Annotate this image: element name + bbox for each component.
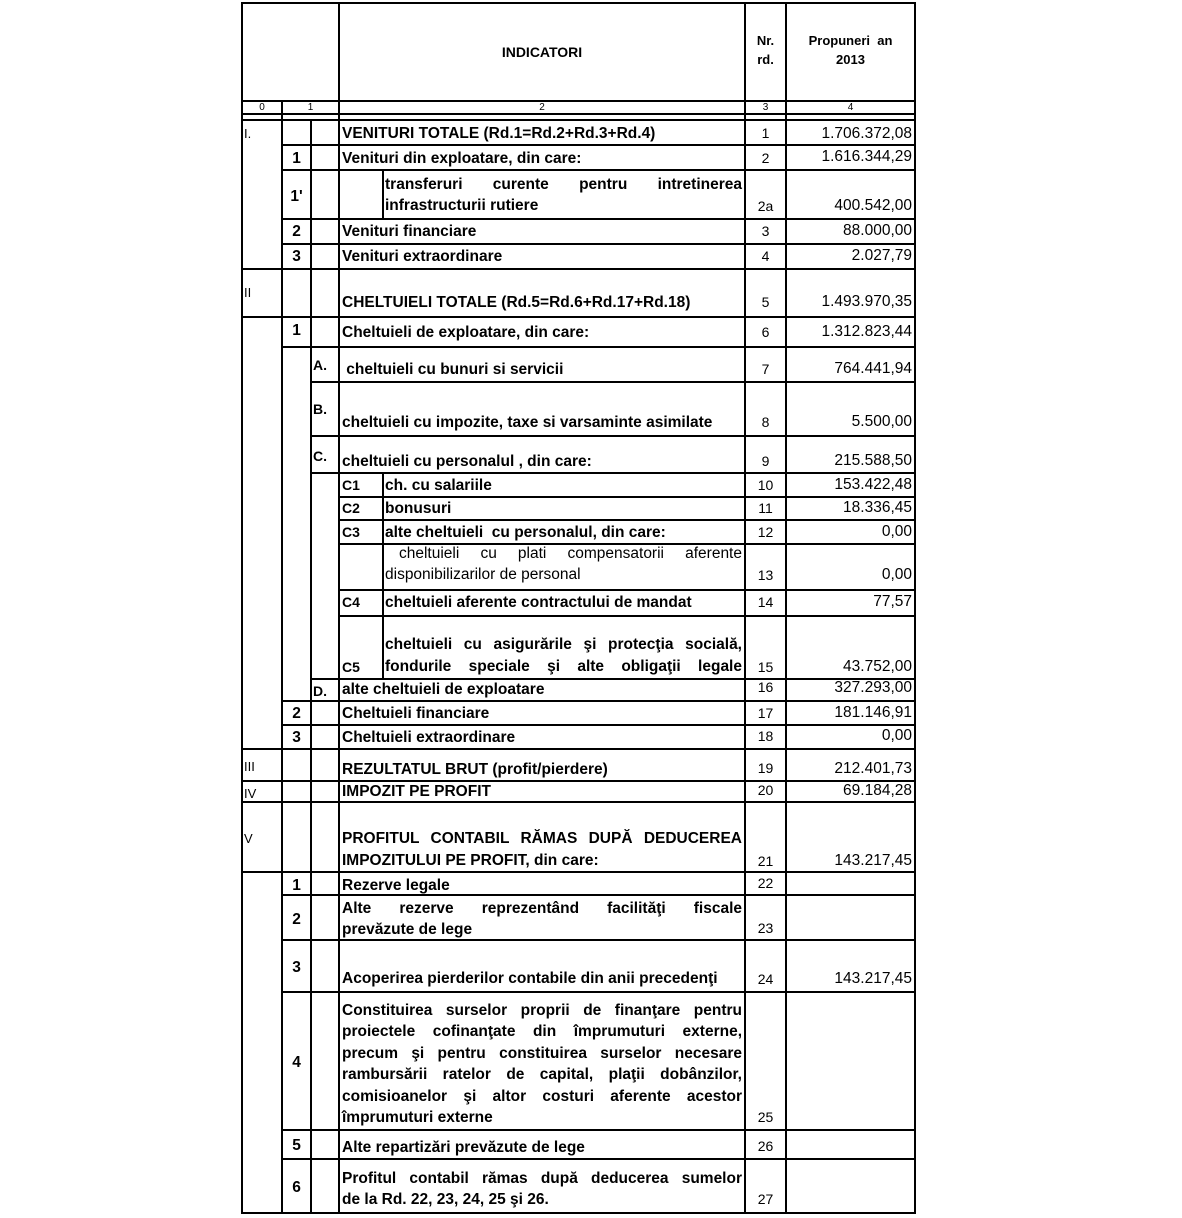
row-line: [281, 991, 916, 993]
indicator-text: cheltuieli cu personalul , din care:: [342, 453, 592, 470]
indicator-text: VENITURI TOTALE (Rd.1=Rd.2+Rd.3+Rd.4): [342, 125, 656, 142]
indicator-text: alte cheltuieli cu personalul, din care:: [385, 524, 666, 541]
colnum-2: 2: [539, 102, 545, 113]
row-number: 23: [757, 920, 774, 936]
col-divider-indicator: [338, 2, 340, 1214]
row-value: 215.588,50: [834, 452, 912, 469]
row-value: 181.146,91: [834, 704, 912, 721]
indicator-text: IMPOZIT PE PROFIT: [342, 783, 491, 800]
section-label: II: [244, 285, 252, 300]
row-number: 20: [757, 782, 774, 798]
item-label: 3: [292, 248, 301, 265]
indicator-text: disponibilizarilor de personal: [385, 566, 581, 583]
indicator-text: Venituri financiare: [342, 223, 477, 240]
row-number: 6: [761, 324, 770, 340]
item-label: 1: [292, 150, 301, 167]
row-line: [338, 615, 916, 617]
indicator-text: cheltuieli aferente contractului de mandat: [385, 594, 692, 611]
table-border-bottom: [241, 1212, 916, 1214]
row-number: 11: [758, 500, 773, 516]
indicator-text: Alte repartizări prevăzute de lege: [342, 1139, 585, 1156]
row-number: 27: [757, 1191, 774, 1207]
indicator-text: prevăzute de lege: [342, 921, 473, 938]
table-border-left: [241, 2, 243, 1214]
row-line: [310, 435, 916, 437]
item-label: 2: [292, 911, 301, 928]
indicator-text: CHELTUIELI TOTALE (Rd.5=Rd.6+Rd.17+Rd.18): [342, 294, 691, 311]
row-number: 1: [761, 125, 770, 141]
indicator-text: Cheltuieli financiare: [342, 705, 490, 722]
indicator-text: transferuri curente pentru intretinerea: [385, 176, 742, 193]
item-code: C5: [342, 659, 360, 675]
row-number: 5: [761, 294, 770, 310]
indicator-text: de la Rd. 22, 23, 24, 25 şi 26.: [342, 1191, 549, 1208]
row-line: [241, 268, 916, 270]
row-line: [281, 1158, 916, 1160]
item-label: 3: [292, 729, 301, 746]
row-number: 26: [757, 1138, 774, 1154]
row-value: 88.000,00: [843, 222, 912, 239]
colnum-3: 3: [762, 102, 769, 113]
budget-table: [241, 2, 916, 1214]
item-label: 1: [292, 322, 301, 339]
row-number: 8: [761, 414, 770, 430]
row-number: 18: [757, 728, 774, 744]
row-number: 19: [757, 760, 774, 776]
row-line: [241, 871, 916, 873]
row-value: 2.027,79: [851, 247, 912, 264]
row-number: 9: [761, 453, 770, 469]
row-number: 7: [761, 361, 770, 377]
header-nr: Nr.: [756, 33, 775, 48]
row-value: 0,00: [881, 523, 912, 540]
header-propuneri: Propuneri an: [808, 33, 893, 48]
row-value: 77,57: [873, 593, 912, 610]
item-label: 2: [292, 223, 301, 240]
row-value: 1.493.970,35: [821, 293, 912, 310]
row-value: 327.293,00: [834, 679, 912, 696]
indicator-text: precum şi pentru constituirea surselor necesare: [342, 1045, 742, 1062]
indicator-text: împrumuturi externe: [342, 1109, 493, 1126]
item-label: 6: [292, 1179, 301, 1196]
row-number: 14: [757, 594, 774, 610]
row-number: 4: [761, 248, 770, 264]
colnum-4: 4: [847, 102, 854, 113]
indicator-text: cheltuieli cu plati compensatorii aferente: [399, 545, 742, 562]
indicator-text: proiectele cofinanţate din împrumuturi externe,: [342, 1023, 742, 1040]
row-number: 16: [757, 679, 774, 695]
item-label: C.: [313, 448, 327, 464]
section-label: IV: [244, 786, 257, 801]
table-border-right: [914, 2, 916, 1214]
indicator-text: PROFITUL CONTABIL RĂMAS DUPĂ DEDUCEREA: [342, 830, 742, 847]
row-line: [310, 381, 916, 383]
item-label: 5: [292, 1137, 301, 1154]
row-number: 12: [757, 524, 774, 540]
item-label: A.: [313, 357, 327, 373]
item-label: 1': [290, 188, 303, 205]
indicator-text: Cheltuieli de exploatare, din care:: [342, 324, 590, 341]
col-divider-code-a: [382, 170, 384, 219]
header-year: 2013: [836, 52, 865, 67]
row-value: 0,00: [881, 566, 912, 583]
row-value: 153.422,48: [834, 476, 912, 493]
indicator-text: Venituri extraordinare: [342, 248, 503, 265]
item-code: C1: [342, 477, 360, 493]
header-indicatori: INDICATORI: [501, 44, 583, 60]
row-value: 143.217,45: [834, 852, 912, 869]
row-number: 10: [757, 477, 774, 493]
item-label: B.: [313, 401, 327, 417]
row-number: 21: [757, 853, 774, 869]
indicator-text: cheltuieli cu bunuri si servicii: [342, 361, 564, 378]
table-border-top: [241, 2, 916, 4]
row-line: [281, 346, 916, 348]
item-label: 4: [292, 1054, 301, 1071]
section-label: I.: [244, 126, 252, 141]
indicator-text: Cheltuieli extraordinare: [342, 729, 516, 746]
indicator-text: IMPOZITULUI PE PROFIT, din care:: [342, 852, 599, 869]
item-code: C4: [342, 594, 360, 610]
colnum-0: 0: [259, 102, 265, 113]
item-label: 2: [292, 705, 301, 722]
row-value: 43.752,00: [843, 658, 912, 675]
indicator-text: ch. cu salariile: [385, 477, 492, 494]
row-value: 1.616.344,29: [821, 148, 912, 165]
section-label: III: [244, 759, 255, 774]
row-value: 764.441,94: [834, 360, 912, 377]
indicator-text: cheltuieli cu asigurările şi protecţia socială,: [385, 636, 742, 653]
indicator-text: cheltuieli cu impozite, taxe si varsaminte asimilate: [342, 414, 713, 431]
item-label: D.: [313, 683, 327, 699]
section-label: V: [244, 831, 253, 846]
row-line: [241, 748, 916, 750]
col-divider-sub: [310, 120, 312, 1214]
row-number: 24: [757, 971, 774, 987]
indicator-text: Alte rezerve reprezentând facilităţi fiscale: [342, 900, 742, 917]
item-code: C2: [342, 500, 360, 516]
row-line: [281, 1129, 916, 1131]
item-label: 1: [292, 877, 301, 894]
indicator-text: Profitul contabil rămas după deducerea sumelor: [342, 1170, 742, 1187]
indicator-text: REZULTATUL BRUT (profit/pierdere): [342, 761, 608, 778]
indicator-text: fondurile speciale şi alte obligaţii legale: [385, 658, 742, 675]
row-line: [241, 316, 916, 318]
row-value: 1.706.372,08: [821, 125, 912, 142]
indicator-text: comisioanelor şi altor costuri aferente acestor: [342, 1088, 742, 1105]
row-number: 15: [757, 659, 774, 675]
row-line: [281, 169, 916, 171]
row-number: 17: [757, 705, 774, 721]
row-number: 2a: [757, 198, 774, 214]
item-label: 3: [292, 959, 301, 976]
row-value: 143.217,45: [834, 970, 912, 987]
row-number: 2: [761, 150, 770, 166]
colnum-line-b: [241, 119, 916, 121]
row-number: 25: [757, 1109, 774, 1125]
col-divider-code-b: [382, 473, 384, 679]
row-number: 22: [757, 875, 774, 891]
indicator-text: bonusuri: [385, 500, 452, 517]
indicator-text: Constituirea surselor proprii de finanţare pentru: [342, 1002, 742, 1019]
row-value: 212.401,73: [834, 760, 912, 777]
row-value: 400.542,00: [834, 197, 912, 214]
indicator-text: Rezerve legale: [342, 877, 450, 894]
item-code: C3: [342, 524, 360, 540]
indicator-text: alte cheltuieli de exploatare: [342, 681, 545, 698]
header-rd: rd.: [757, 52, 774, 67]
row-number: 3: [761, 223, 770, 239]
row-value: 69.184,28: [843, 782, 912, 799]
row-number: 13: [757, 567, 774, 583]
row-value: 0,00: [881, 727, 912, 744]
indicator-text: rambursării ratelor de capital, plaţii dobânzilor,: [342, 1066, 742, 1083]
row-value: 18.336,45: [843, 499, 912, 516]
colnum-1: 1: [307, 102, 314, 113]
row-value: 1.312.823,44: [821, 323, 912, 340]
indicator-text: infrastructurii rutiere: [385, 197, 539, 214]
indicator-text: Venituri din exploatare, din care:: [342, 150, 582, 167]
indicator-text: Acoperirea pierderilor contabile din anii precedenţi: [342, 970, 718, 987]
row-value: 5.500,00: [851, 413, 912, 430]
